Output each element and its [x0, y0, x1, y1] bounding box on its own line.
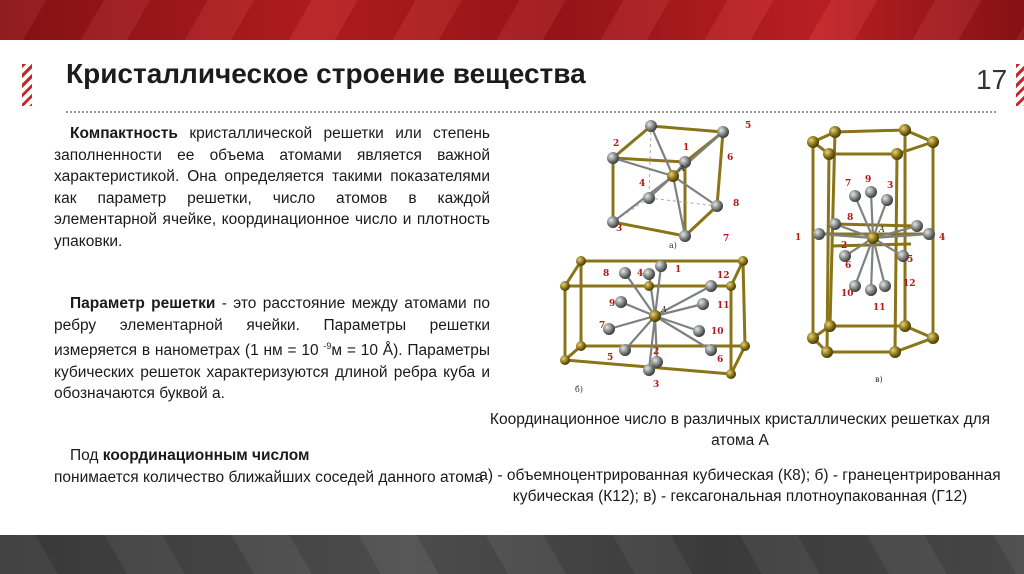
- figure-caption-title: Координационное число в различных кристаллических решетках для атома А: [489, 411, 991, 449]
- svg-text:A: A: [679, 164, 685, 173]
- svg-text:11: 11: [873, 303, 886, 313]
- svg-text:3: 3: [887, 181, 894, 191]
- right-hatch-decoration: [1016, 64, 1024, 106]
- left-hatch-decoration: [22, 64, 32, 106]
- label-c: в): [875, 375, 883, 384]
- svg-text:5: 5: [745, 121, 752, 131]
- svg-text:4: 4: [637, 269, 644, 279]
- svg-text:A: A: [661, 305, 667, 314]
- term-compactness: Компактность: [70, 125, 178, 142]
- paragraph-coordination-number: [54, 445, 490, 488]
- svg-text:5: 5: [607, 353, 614, 363]
- svg-text:3: 3: [616, 224, 623, 234]
- svg-text:1: 1: [795, 233, 802, 243]
- svg-text:1: 1: [675, 265, 682, 275]
- label-b: б): [575, 385, 583, 394]
- svg-text:2: 2: [653, 347, 660, 357]
- svg-text:8: 8: [847, 213, 854, 223]
- svg-text:4: 4: [939, 233, 946, 243]
- coordination-text: понимается количество ближайших соседей данного атома: [54, 468, 484, 486]
- fcc-lattice: [560, 256, 750, 394]
- svg-text:12: 12: [717, 271, 730, 281]
- slide-title: Кристаллическое строение вещества: [66, 58, 586, 89]
- svg-text:4: 4: [639, 179, 646, 189]
- svg-text:1: 1: [683, 143, 690, 153]
- exponent: -9: [323, 341, 332, 352]
- label-a: а): [669, 241, 677, 250]
- svg-text:7: 7: [845, 179, 852, 189]
- svg-text:6: 6: [727, 153, 734, 163]
- svg-text:12: 12: [903, 279, 916, 289]
- svg-text:8: 8: [733, 199, 740, 209]
- svg-text:9: 9: [609, 299, 616, 309]
- svg-text:6: 6: [845, 261, 852, 271]
- compactness-text: кристаллической решетки или степень заполненности ее объема атомами является важной характеристикой. Она определяется такими показателями как параметр решетки, число атомов в каждой элементарной ячейке, координационное число и плотность упаковки.: [54, 125, 490, 250]
- svg-text:2: 2: [841, 241, 848, 251]
- lattice-parameter-text-a: - это расстояние между атомами по ребру элементарной ячейки. Параметры решетки измеряется в нанометрах (1 нм = 10: [54, 295, 490, 360]
- svg-text:11: 11: [717, 301, 730, 311]
- lattice-parameter-text-b: м = 10 Å). Параметры кубических решеток характеризуются длиной ребра куба и обозначаются буквой а.: [54, 342, 491, 403]
- svg-text:9: 9: [865, 175, 872, 185]
- svg-text:6: 6: [717, 355, 724, 365]
- hcp-lattice: [795, 124, 945, 384]
- title-divider: [66, 111, 996, 113]
- term-coordination-number: координационным числом: [102, 447, 310, 464]
- svg-text:8: 8: [603, 269, 610, 279]
- svg-text:2: 2: [613, 139, 620, 149]
- paragraph-lattice-parameter: [54, 293, 490, 405]
- top-decorative-band: [0, 0, 1024, 40]
- figure-caption-details: а) - объемноцентрированная кубическая (К8); б) - гранецентрированная кубическая (К12); в) - гексагональная плотноупакованная (Г12): [479, 467, 1001, 505]
- bottom-decorative-band: [0, 535, 1024, 574]
- coordination-lead: Под: [70, 447, 103, 464]
- svg-text:5: 5: [907, 255, 914, 265]
- svg-text:10: 10: [711, 327, 724, 337]
- svg-text:10: 10: [841, 289, 854, 299]
- svg-text:7: 7: [723, 234, 730, 244]
- bcc-lattice: [607, 120, 751, 250]
- paragraph-compactness: [54, 123, 490, 253]
- crystal-lattice-figure: [545, 116, 970, 399]
- page-number: 17: [976, 64, 1008, 95]
- term-lattice-parameter: Параметр решетки: [70, 295, 216, 312]
- svg-text:7: 7: [599, 321, 606, 331]
- svg-text:A: A: [879, 225, 885, 234]
- svg-text:3: 3: [653, 380, 660, 390]
